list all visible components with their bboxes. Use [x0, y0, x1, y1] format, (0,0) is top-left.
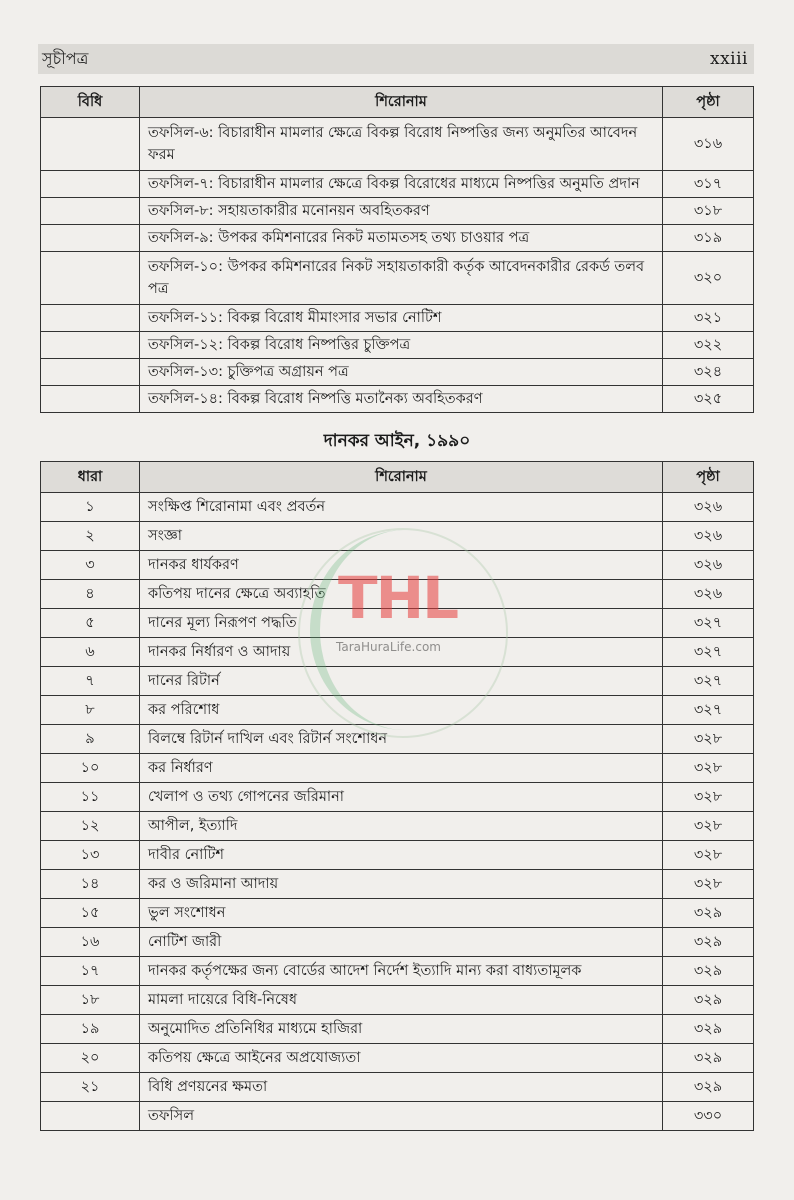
watermark-logo: THL — [338, 564, 458, 632]
table-header-row — [41, 462, 754, 493]
table-row — [41, 493, 754, 522]
column-header-page: পৃষ্ঠা — [663, 462, 754, 493]
rule-cell — [41, 359, 140, 386]
rule-cell — [41, 198, 140, 225]
page-cell: ৩২২ — [663, 332, 754, 359]
table-row — [41, 1015, 754, 1044]
title-cell: সংজ্ঞা — [140, 522, 663, 551]
table-row — [41, 986, 754, 1015]
page-cell: ৩২৮ — [663, 870, 754, 899]
watermark-site: TaraHuraLife.com — [336, 640, 441, 654]
table-row — [41, 252, 754, 305]
running-head — [38, 44, 754, 74]
page-cell: ৩২৬ — [663, 522, 754, 551]
title-cell: তফসিল-১১: বিকল্প বিরোধ মীমাংসার সভার নোটিশ — [140, 305, 663, 332]
section-number-cell: ৮ — [41, 696, 140, 725]
column-header-title: শিরোনাম — [140, 462, 663, 493]
table-row — [41, 899, 754, 928]
page-cell: ৩২৮ — [663, 783, 754, 812]
title-cell: তফসিল-৬: বিচারাধীন মামলার ক্ষেত্রে বিকল্প বিরোধ নিষ্পত্তির জন্য অনুমতির আবেদন ফরম — [140, 118, 663, 171]
table-row — [41, 305, 754, 332]
section-number-cell: ১৩ — [41, 841, 140, 870]
table-row — [41, 609, 754, 638]
rule-cell — [41, 386, 140, 413]
table-row — [41, 1102, 754, 1131]
title-cell: তফসিল-১০: উপকর কমিশনারের নিকট সহায়তাকারী কর্তৃক আবেদনকারীর রেকর্ড তলব পত্র — [140, 252, 663, 305]
page-cell: ৩২৫ — [663, 386, 754, 413]
rule-cell — [41, 305, 140, 332]
column-header-title: শিরোনাম — [140, 87, 663, 118]
page-cell: ৩২৭ — [663, 696, 754, 725]
rule-cell — [41, 225, 140, 252]
page-cell: ৩২৯ — [663, 1015, 754, 1044]
table-row — [41, 696, 754, 725]
section-number-cell: ৩ — [41, 551, 140, 580]
title-cell: দানকর ধার্যকরণ — [140, 551, 663, 580]
table-row — [41, 198, 754, 225]
section-number-cell: ২০ — [41, 1044, 140, 1073]
title-cell: তফসিল-৮: সহায়তাকারীর মনোনয়ন অবহিতকরণ — [140, 198, 663, 225]
title-cell: আপীল, ইত্যাদি — [140, 812, 663, 841]
title-cell: তফসিল-৭: বিচারাধীন মামলার ক্ষেত্রে বিকল্প বিরোধের মাধ্যমে নিষ্পত্তির অনুমতি প্রদান — [140, 171, 663, 198]
page-cell: ৩২৭ — [663, 667, 754, 696]
section-number-cell: ২ — [41, 522, 140, 551]
section-number-cell: ১৫ — [41, 899, 140, 928]
page-cell: ৩২৯ — [663, 986, 754, 1015]
title-cell: মামলা দায়েরে বিধি-নিষেধ — [140, 986, 663, 1015]
table-row — [41, 638, 754, 667]
page-cell: ৩৩০ — [663, 1102, 754, 1131]
title-cell: তফসিল-৯: উপকর কমিশনারের নিকট মতামতসহ তথ্য চাওয়ার পত্র — [140, 225, 663, 252]
page-cell: ৩২৯ — [663, 957, 754, 986]
contents-table-sections — [40, 461, 754, 1131]
title-cell: কর নির্ধারণ — [140, 754, 663, 783]
title-cell: দানের রিটার্ন — [140, 667, 663, 696]
rule-cell — [41, 332, 140, 359]
section-number-cell: ১৬ — [41, 928, 140, 957]
table-row — [41, 725, 754, 754]
title-cell: সংক্ষিপ্ত শিরোনামা এবং প্রবর্তন — [140, 493, 663, 522]
section-number-cell — [41, 1102, 140, 1131]
table-row — [41, 225, 754, 252]
table-header-row — [41, 87, 754, 118]
page-cell: ৩২৮ — [663, 725, 754, 754]
running-head-title: সূচীপত্র — [42, 48, 89, 68]
page-cell: ৩২৬ — [663, 493, 754, 522]
page-cell: ৩২৯ — [663, 1044, 754, 1073]
section-number-cell: ৯ — [41, 725, 140, 754]
table-row — [41, 783, 754, 812]
page-cell: ৩১৭ — [663, 171, 754, 198]
page-cell: ৩২৭ — [663, 609, 754, 638]
page-cell: ৩১৯ — [663, 225, 754, 252]
page-cell: ৩১৬ — [663, 118, 754, 171]
title-cell: তফসিল — [140, 1102, 663, 1131]
title-cell: দাবীর নোটিশ — [140, 841, 663, 870]
title-cell: তফসিল-১৪: বিকল্প বিরোধ নিষ্পত্তি মতানৈক্য অবহিতকরণ — [140, 386, 663, 413]
page-cell: ৩২৯ — [663, 899, 754, 928]
title-cell: বিলম্বে রিটার্ন দাখিল এবং রিটার্ন সংশোধন — [140, 725, 663, 754]
column-header-section: ধারা — [41, 462, 140, 493]
section-number-cell: ৪ — [41, 580, 140, 609]
section-number-cell: ৬ — [41, 638, 140, 667]
table-row — [41, 1044, 754, 1073]
title-cell: দানকর নির্ধারণ ও আদায় — [140, 638, 663, 667]
section-number-cell: ১৯ — [41, 1015, 140, 1044]
page-cell: ৩২৮ — [663, 812, 754, 841]
section-number-cell: ২১ — [41, 1073, 140, 1102]
table-row — [41, 118, 754, 171]
page-cell: ৩২৯ — [663, 928, 754, 957]
title-cell: কর ও জরিমানা আদায় — [140, 870, 663, 899]
table-row — [41, 359, 754, 386]
page-cell: ৩২৮ — [663, 841, 754, 870]
page-cell: ৩২৮ — [663, 754, 754, 783]
column-header-rule: বিধি — [41, 87, 140, 118]
table-row — [41, 667, 754, 696]
table-row — [41, 841, 754, 870]
title-cell: কতিপয় ক্ষেত্রে আইনের অপ্রযোজ্যতা — [140, 1044, 663, 1073]
title-cell: দানের মূল্য নিরূপণ পদ্ধতি — [140, 609, 663, 638]
table-row — [41, 522, 754, 551]
column-header-page: পৃষ্ঠা — [663, 87, 754, 118]
table-row — [41, 386, 754, 413]
rule-cell — [41, 171, 140, 198]
table-row — [41, 928, 754, 957]
table-row — [41, 812, 754, 841]
table-row — [41, 754, 754, 783]
section-number-cell: ১১ — [41, 783, 140, 812]
title-cell: অনুমোদিত প্রতিনিধির মাধ্যমে হাজিরা — [140, 1015, 663, 1044]
title-cell: বিধি প্রণয়নের ক্ষমতা — [140, 1073, 663, 1102]
page-cell: ৩২০ — [663, 252, 754, 305]
title-cell: তফসিল-১৩: চুক্তিপত্র অগ্রায়ন পত্র — [140, 359, 663, 386]
title-cell: ভুল সংশোধন — [140, 899, 663, 928]
table-row — [41, 551, 754, 580]
section-number-cell: ১ — [41, 493, 140, 522]
contents-table-rules — [40, 86, 754, 413]
title-cell: নোটিশ জারী — [140, 928, 663, 957]
table-row — [41, 580, 754, 609]
page-cell: ৩১৮ — [663, 198, 754, 225]
page-cell: ৩২৭ — [663, 638, 754, 667]
section-number-cell: ১০ — [41, 754, 140, 783]
page-number: xxiii — [710, 49, 748, 69]
table-row — [41, 1073, 754, 1102]
rule-cell — [41, 252, 140, 305]
title-cell: কর পরিশোধ — [140, 696, 663, 725]
section-number-cell: ১৮ — [41, 986, 140, 1015]
table-row — [41, 332, 754, 359]
title-cell: তফসিল-১২: বিকল্প বিরোধ নিষ্পত্তির চুক্তিপত্র — [140, 332, 663, 359]
section-number-cell: ১২ — [41, 812, 140, 841]
table-row — [41, 171, 754, 198]
table-row — [41, 870, 754, 899]
page-cell: ৩২১ — [663, 305, 754, 332]
title-cell: কতিপয় দানের ক্ষেত্রে অব্যাহতি — [140, 580, 663, 609]
page-cell: ৩২৯ — [663, 1073, 754, 1102]
page-cell: ৩২৬ — [663, 580, 754, 609]
section-title: দানকর আইন, ১৯৯০ — [323, 431, 471, 451]
section-number-cell: ১৭ — [41, 957, 140, 986]
page-cell: ৩২৬ — [663, 551, 754, 580]
title-cell: খেলাপ ও তথ্য গোপনের জরিমানা — [140, 783, 663, 812]
section-number-cell: ১৪ — [41, 870, 140, 899]
table-row — [41, 957, 754, 986]
section-number-cell: ৫ — [41, 609, 140, 638]
rule-cell — [41, 118, 140, 171]
section-number-cell: ৭ — [41, 667, 140, 696]
page-cell: ৩২৪ — [663, 359, 754, 386]
title-cell: দানকর কর্তৃপক্ষের জন্য বোর্ডের আদেশ নির্দেশ ইত্যাদি মান্য করা বাধ্যতামূলক — [140, 957, 663, 986]
